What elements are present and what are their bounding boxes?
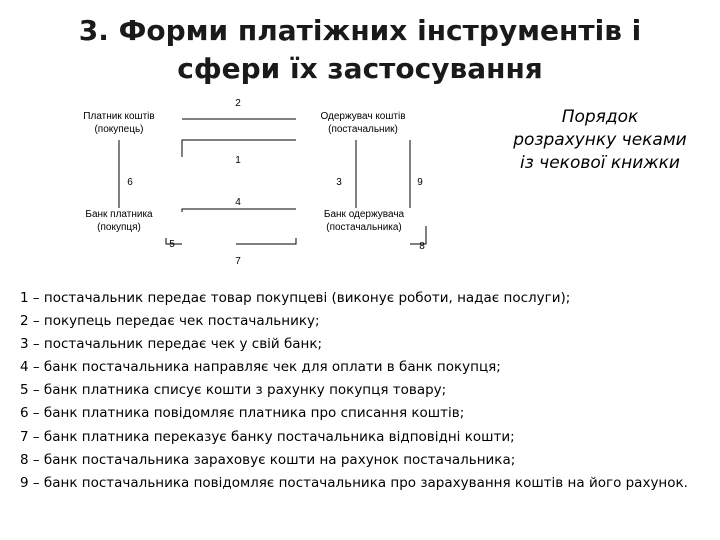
legend-item-4: 4 – банк постачальника направляє чек для оплати в банк покупця;	[20, 359, 501, 376]
step-label-3: 3	[336, 177, 342, 188]
arrow-step-4	[182, 209, 296, 212]
legend-item-6: 6 – банк платника повідомляє платника про списання коштів;	[20, 405, 465, 422]
legend-item-3: 3 – постачальник передає чек у свій банк;	[20, 336, 323, 353]
payer-label-line1: Платник коштів	[83, 111, 155, 122]
box-payee	[320, 111, 405, 135]
arrow-step-7	[236, 238, 296, 244]
legend-item-5: 5 – банк платника списує кошти з рахунку покупця товару;	[20, 382, 447, 399]
payee-label-line2: (постачальник)	[328, 124, 398, 135]
box-payee-bank	[324, 209, 405, 233]
step-label-8: 8	[419, 241, 425, 252]
step-label-5: 5	[169, 239, 175, 250]
legend-item-8: 8 – банк постачальника зараховує кошти на рахунок постачальника;	[20, 451, 516, 468]
step-label-2: 2	[235, 98, 241, 109]
box-payer	[83, 111, 154, 135]
payee-bank-label-line1: Банк одержувача	[323, 209, 405, 220]
legend-item-7: 7 – банк платника переказує банку постачальника відповідні кошти;	[20, 428, 515, 445]
payer-label-line2: (покупець)	[94, 124, 144, 135]
step-label-7: 7	[235, 256, 241, 267]
payee-bank-label-line2: (постачальника)	[326, 222, 402, 233]
legend-item-9: 9 – банк постачальника повідомляє постачальника про зарахування коштів на його рахунок.	[20, 474, 688, 491]
side-note: Порядок розрахунку чеками із чекової книжки	[513, 107, 687, 173]
legend-item-1: 1 – постачальник передає товар покупцеві (виконує роботи, надає послуги);	[20, 290, 571, 306]
step-label-4: 4	[235, 197, 241, 208]
page-title: 3. Форми платіжних інструментів і сфери їх застосування	[78, 14, 642, 85]
legend-item-2: 2 – покупець передає чек постачальнику;	[20, 313, 320, 330]
step-label-6: 6	[127, 177, 133, 188]
payer-bank-label-line1: Банк платника	[85, 209, 153, 220]
payer-bank-label-line2: (покупця)	[97, 222, 141, 233]
legend-list	[20, 287, 710, 495]
box-payer-bank	[85, 209, 153, 233]
payee-label-line1: Одержувач коштів	[320, 111, 406, 122]
step-label-9: 9	[417, 177, 423, 188]
step-label-1: 1	[235, 155, 241, 166]
